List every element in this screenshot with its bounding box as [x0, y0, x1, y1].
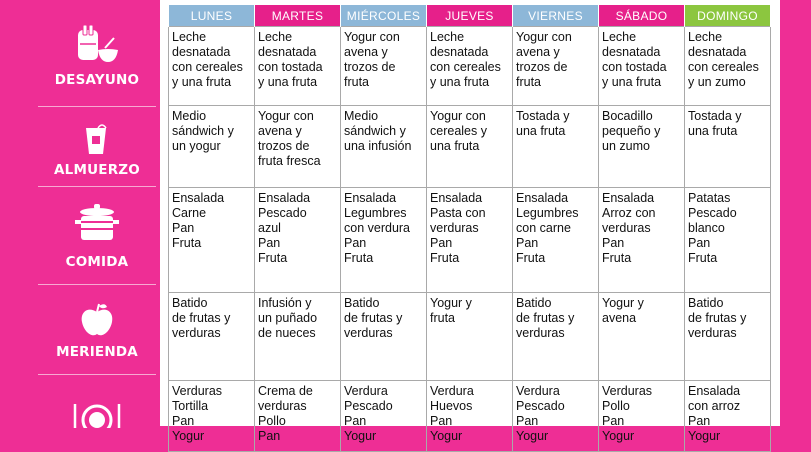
menu-cell: Yogur y fruta [427, 293, 513, 381]
menu-cell: Ensalada Legumbres con carne Pan Fruta [513, 188, 599, 293]
menu-cell: Yogur con avena y trozos de fruta [513, 27, 599, 106]
divider [38, 186, 156, 187]
menu-cell: Yogur con avena y trozos de fruta fresca [255, 106, 341, 188]
menu-cell: Leche desnatada con cereales y un zumo [685, 27, 771, 106]
divider [38, 284, 156, 285]
menu-cell: Ensalada Pescado azul Pan Fruta [255, 188, 341, 293]
day-header-lunes: LUNES [169, 5, 255, 27]
weekly-menu-panel [160, 0, 780, 443]
cup-icon [72, 122, 122, 158]
day-header-viernes: VIERNES [513, 5, 599, 27]
meal-label: COMIDA [65, 254, 129, 270]
row-merienda [169, 293, 771, 381]
menu-cell: Patatas Pescado blanco Pan Fruta [685, 188, 771, 293]
menu-cell: Ensalada con arroz Pan Yogur [685, 381, 771, 452]
meal-label: ALMUERZO [54, 162, 140, 178]
menu-cell: Verdura Huevos Pan Yogur [427, 381, 513, 452]
menu-cell: Verdura Pescado Pan Yogur [341, 381, 427, 452]
menu-cell: Leche desnatada con tostada y una fruta [599, 27, 685, 106]
menu-cell: Leche desnatada con cereales y una fruta [169, 27, 255, 106]
menu-cell: Infusión y un puñado de nueces [255, 293, 341, 381]
menu-cell: Batido de frutas y verduras [685, 293, 771, 381]
meal-comida [38, 202, 156, 270]
menu-cell: Crema de verduras Pollo Pan [255, 381, 341, 452]
menu-cell: Leche desnatada con cereales y una fruta [427, 27, 513, 106]
menu-cell: Yogur y avena [599, 293, 685, 381]
row-almuerzo [169, 106, 771, 188]
meal-label: DESAYUNO [54, 72, 140, 88]
menu-cell: Verdura Pescado Pan Yogur [513, 381, 599, 452]
menu-cell: Ensalada Carne Pan Fruta [169, 188, 255, 293]
day-header-martes: MARTES [255, 5, 341, 27]
meal-sidebar [0, 0, 160, 426]
meal-cena [38, 398, 156, 428]
menu-cell: Ensalada Pasta con verduras Pan Fruta [427, 188, 513, 293]
plate-cutlery-icon [67, 398, 127, 428]
pot-icon [72, 202, 122, 244]
row-desayuno [169, 27, 771, 106]
day-header-row [169, 5, 771, 27]
menu-cell: Batido de frutas y verduras [341, 293, 427, 381]
menu-cell: Medio sándwich y una infusión [341, 106, 427, 188]
meal-label: MERIENDA [56, 344, 138, 360]
menu-cell: Tostada y una fruta [513, 106, 599, 188]
day-header-miercoles: MIÉRCOLES [341, 5, 427, 27]
menu-cell: Medio sándwich y un yogur [169, 106, 255, 188]
right-border [780, 0, 811, 426]
menu-cell: Yogur con cereales y una fruta [427, 106, 513, 188]
menu-cell: Verduras Pollo Pan Yogur [599, 381, 685, 452]
divider [38, 106, 156, 107]
menu-cell: Bocadillo pequeño y un zumo [599, 106, 685, 188]
toaster-bowl-icon [72, 22, 122, 72]
menu-cell: Yogur con avena y trozos de fruta [341, 27, 427, 106]
meal-almuerzo [38, 122, 156, 178]
menu-cell: Batido de frutas y verduras [513, 293, 599, 381]
day-header-domingo: DOMINGO [685, 5, 771, 27]
menu-cell: Batido de frutas y verduras [169, 293, 255, 381]
row-comida [169, 188, 771, 293]
divider [38, 374, 156, 375]
menu-cell: Leche desnatada con tostada y una fruta [255, 27, 341, 106]
day-header-jueves: JUEVES [427, 5, 513, 27]
apple-icon [72, 302, 122, 338]
menu-cell: Ensalada Legumbres con verdura Pan Fruta [341, 188, 427, 293]
weekly-menu-table [168, 4, 771, 452]
meal-desayuno [38, 22, 156, 88]
row-cena [169, 381, 771, 452]
menu-cell: Verduras Tortilla Pan Yogur [169, 381, 255, 452]
menu-cell: Ensalada Arroz con verduras Pan Fruta [599, 188, 685, 293]
day-header-sabado: SÁBADO [599, 5, 685, 27]
meal-merienda [38, 302, 156, 360]
menu-cell: Tostada y una fruta [685, 106, 771, 188]
